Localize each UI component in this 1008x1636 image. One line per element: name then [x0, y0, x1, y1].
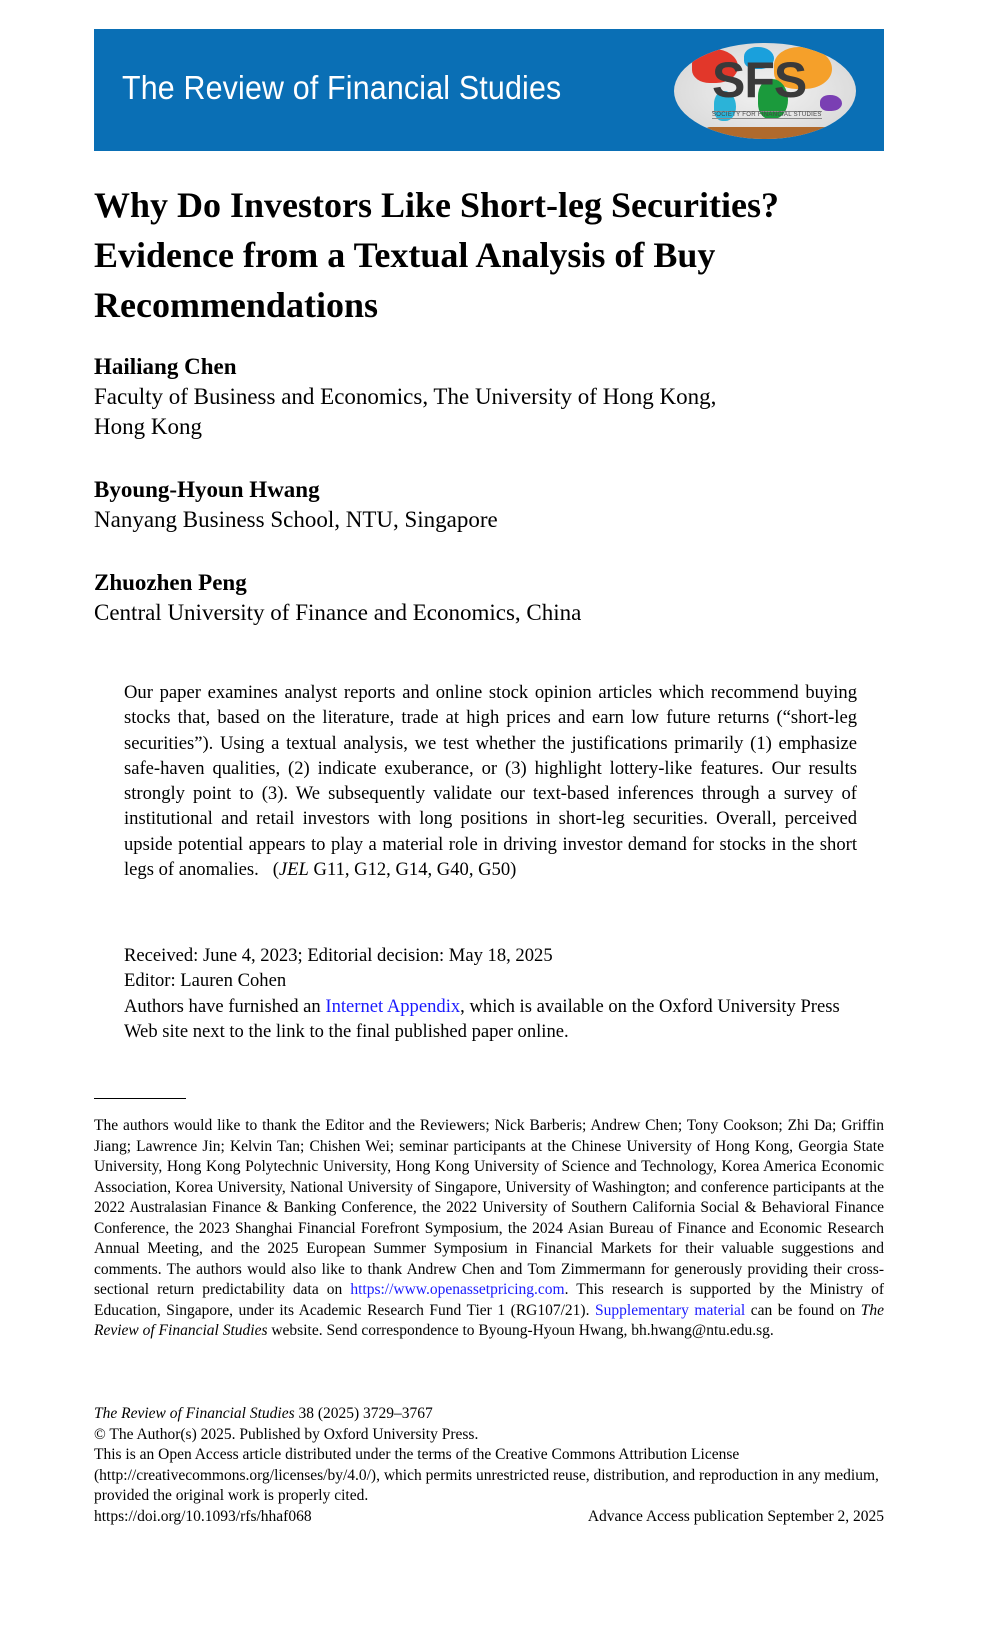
footnote-text: can be found on	[745, 1301, 861, 1319]
received-dates: Received: June 4, 2023; Editorial decision: May 18, 2025	[124, 945, 553, 966]
author-2	[94, 475, 894, 535]
citation	[94, 1404, 884, 1425]
author-affiliation: Faculty of Business and Economics, The University of Hong Kong,	[94, 384, 717, 409]
sfs-logo	[674, 43, 856, 139]
internet-appendix-link[interactable]: Internet Appendix	[325, 995, 461, 1017]
volume-pages: 38 (2025) 3729–3767	[294, 1405, 433, 1422]
author-name: Hailiang Chen	[94, 354, 237, 379]
jel-codes: G11, G12, G14, G40, G50	[313, 859, 511, 881]
footnote-text: website. Send correspondence to Byoung-Hyoun Hwang, bh.hwang@ntu.edu.sg.	[267, 1322, 774, 1339]
journal-title: The Review of Financial Studies	[122, 69, 562, 106]
footnote-divider	[94, 1098, 186, 1099]
abstract: Our paper examines analyst reports and online stock opinion articles which recommend buying stocks that, based on the literature, trade at high prices and earn low future returns (“short-leg securities”). Using a textual analysis, we test whether the justifications primarily (1) emphasize safe-haven qualities, (2) indicate exuberance, or (3) highlight lottery-like features. Our results strongly point to (3). We subsequently validate our text-based inferences through a survey of institutional and retail investors with long positions in short-leg securities. Overall, perceived upside potential appears to play a material role in driving investor demand for stocks in the short legs of anomalies. (JEL G11, G12, G14, G40, G50)	[124, 682, 857, 881]
abstract-text: Our paper examines analyst reports and online stock opinion articles which recommend buying stocks that, based on the literature, trade at high prices and earn low future returns (“short-leg securities”). Using a textual analysis, we test whether the justifications primarily (1) emphasize safe-haven qualities, (2) indicate exuberance, or (3) highlight lottery-like features. Our results strongly point to (3). We subsequently validate our text-based inferences through a survey of institutional and retail investors with long positions in short-leg securities. Overall, perceived upside potential appears to play a material role in driving investor demand for stocks in the short legs of anomalies.	[124, 682, 857, 881]
appendix-note	[124, 994, 857, 1045]
author-name: Zhuozhen Peng	[94, 570, 247, 595]
paper-title: Why Do Investors Like Short-leg Securities? Evidence from a Textual Analysis of Buy Recommendations	[94, 185, 779, 325]
copyright: © The Author(s) 2025. Published by Oxford University Press.	[94, 1425, 479, 1443]
doi[interactable]: https://doi.org/10.1093/rfs/hhaf068	[94, 1507, 312, 1525]
editor: Editor: Lauren Cohen	[124, 970, 287, 992]
journal-name-italic: The Review of Financial Studies	[94, 1301, 884, 1339]
acknowledgements-footnote	[94, 1116, 884, 1342]
advance-access: Advance Access publication September 2, 2025	[587, 1507, 884, 1525]
supplementary-material-link[interactable]: Supplementary material	[595, 1301, 746, 1319]
author-affiliation: Nanyang Business School, NTU, Singapore	[94, 507, 498, 532]
publication-info	[94, 1404, 884, 1527]
author-affiliation: Central University of Finance and Economics, China	[94, 600, 582, 625]
author-name: Byoung-Hyoun Hwang	[94, 477, 320, 502]
appendix-prefix: Authors have furnished an	[124, 995, 326, 1017]
footnote-text: The authors would like to thank the Editor and the Reviewers; Nick Barberis; Andrew Chen; Tony Cookson; Zhi Da; Griffin Jiang; Lawrence Jin; Kelvin Tan; Chishen Wei; seminar participants at the Chinese University of Hong Kong, Georgia State University, Hong Kong Polytechnic University, Hong Kong University of Science and Technology, Korea America Economic Association, Korea University, National University of Singapore, University of Washington; and conference participants at the 2022 Australasian Finance & Banking Conference, the 2022 University of Southern California Social & Behavioral Finance Conference, the 2023 Shanghai Financial Forefront Symposium, the 2024 Asian Bureau of Finance and Economic Research Annual Meeting, and the 2025 European Summer Symposium in Financial Markets for their valuable suggestions and comments. The authors would also like to thank Andrew Chen and Tom Zimmermann for generously providing their cross-sectional return predictability data on	[94, 1117, 884, 1298]
author-1	[94, 352, 894, 442]
license-text: This is an Open Access article distributed under the terms of the Creative Commons Attribution License (http://creativecommons.org/licenses/by/4.0/), which permits unrestricted reuse, distribution, and reproduction in any medium, provided the original work is properly cited.	[94, 1446, 879, 1504]
journal-banner	[94, 29, 884, 151]
sfs-logo-subtext: SOCIETY FOR FINANCIAL STUDIES	[712, 112, 822, 118]
journal-name-italic: The Review of Financial Studies	[94, 1405, 295, 1422]
appendix-suffix: , which is available on the Oxford University Press Web site next to the link to the final published paper online.	[124, 995, 840, 1042]
jel-label: JEL	[278, 859, 309, 881]
openassetpricing-link[interactable]: https://www.openassetpricing.com	[350, 1281, 565, 1298]
author-3	[94, 568, 894, 628]
sfs-logo-text: SFS	[712, 52, 807, 108]
footnote-text: . This research is supported by the Ministry of Education, Singapore, under its Academic Research Fund Tier 1 (RG107/21).	[94, 1281, 884, 1319]
author-affiliation-cont: Hong Kong	[94, 414, 202, 439]
article-metadata	[124, 943, 857, 1044]
